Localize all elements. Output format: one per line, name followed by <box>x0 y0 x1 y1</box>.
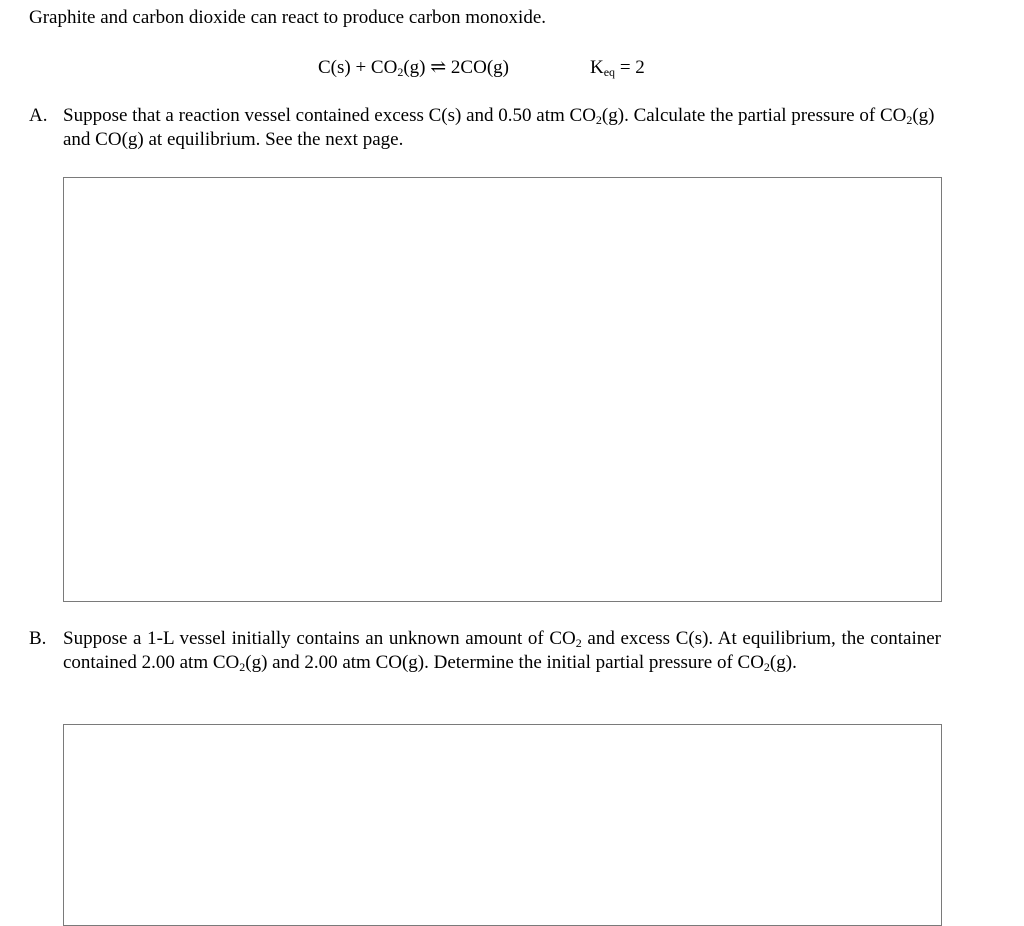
question-a-text-part: Suppose that a reaction vessel contained excess C(s) and 0.50 atm CO <box>63 105 596 126</box>
equilibrium-arrow-icon: ⇌ <box>430 57 447 78</box>
equation-reactants: C(s) + CO <box>318 57 398 78</box>
reaction-equation <box>318 56 509 80</box>
question-b-subscript: 2 <box>575 636 582 650</box>
question-b-text <box>63 627 941 675</box>
equation-reactant-state: (g) <box>403 57 426 78</box>
question-b-text-part: (g). <box>769 652 797 673</box>
question-b-subscript: 2 <box>763 660 770 674</box>
intro-text: Graphite and carbon dioxide can react to produce carbon monoxide. <box>29 7 547 28</box>
k-value: = 2 <box>615 57 645 78</box>
question-a-marker: A. <box>29 105 48 126</box>
question-b-text-part: and excess C(s). At equilibrium, the container contained 2.00 atm CO <box>63 628 941 673</box>
question-a-subscript: 2 <box>595 113 602 127</box>
question-b <box>29 627 941 675</box>
question-b-marker: B. <box>29 628 47 649</box>
question-b-subscript: 2 <box>239 660 246 674</box>
equilibrium-constant <box>590 56 645 80</box>
question-b-text-part: Suppose a 1-L vessel initially contains an unknown amount of CO <box>63 628 576 649</box>
equation-subscript: 2 <box>397 65 404 79</box>
equation-product: 2CO(g) <box>450 57 509 78</box>
k-subscript: eq <box>603 65 616 79</box>
question-a-text-part: (g). Calculate the partial pressure of CO <box>601 105 907 126</box>
answer-box-b[interactable] <box>63 724 942 926</box>
question-b-text-part: (g) and 2.00 atm CO(g). Determine the initial partial pressure of CO <box>245 652 764 673</box>
question-a <box>29 104 941 152</box>
question-a-subscript: 2 <box>906 113 913 127</box>
question-a-text <box>63 104 941 152</box>
answer-box-a[interactable] <box>63 177 942 602</box>
k-symbol: K <box>590 57 604 78</box>
question-a-text-part: (g) and CO(g) at equilibrium. See the next page. <box>63 105 935 150</box>
